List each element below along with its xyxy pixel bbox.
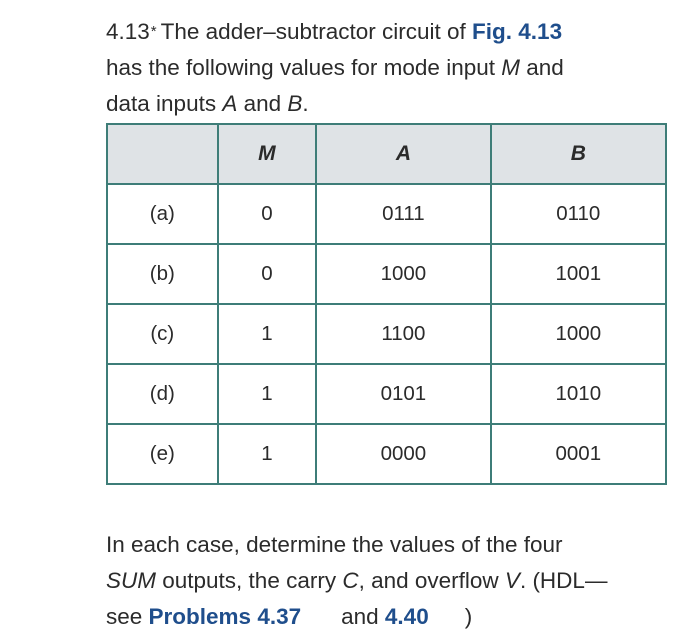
table-row <box>107 244 666 304</box>
row-label: (e) <box>107 424 218 484</box>
instruction-line-3 <box>106 599 686 635</box>
header-m: M <box>218 124 317 184</box>
problem-line2-text: has the following values for mode input <box>106 55 502 80</box>
overflow-variable: V <box>504 568 520 593</box>
cell-m: 1 <box>218 304 317 364</box>
problem-line-1 <box>106 14 686 50</box>
cell-a: 1000 <box>316 244 490 304</box>
cell-b: 0110 <box>491 184 666 244</box>
cell-m: 0 <box>218 244 317 304</box>
close-paren: ) <box>464 604 473 629</box>
table-row <box>107 364 666 424</box>
problem-line1-text: The adder–subtractor circuit of <box>160 19 473 44</box>
cell-b: 0001 <box>491 424 666 484</box>
problem-line2-end: and <box>519 55 564 80</box>
instruction-line2-end: . (HDL— <box>519 568 608 593</box>
row-label: (a) <box>107 184 218 244</box>
cell-a: 1100 <box>316 304 490 364</box>
instruction-line2-text-2: , and overflow <box>358 568 505 593</box>
table-row <box>107 424 666 484</box>
and-text: and <box>341 604 379 629</box>
figure-reference-link[interactable]: Fig. 4.13 <box>472 19 563 44</box>
cell-a: 0111 <box>316 184 490 244</box>
cell-a: 0101 <box>316 364 490 424</box>
problem-line-3 <box>106 86 686 122</box>
cell-b: 1001 <box>491 244 666 304</box>
sum-variable: SUM <box>106 568 156 593</box>
instruction-line3-text: see <box>106 604 149 629</box>
problem-number: 4.13 <box>106 19 150 44</box>
header-b: B <box>491 124 666 184</box>
row-label: (c) <box>107 304 218 364</box>
input-a-variable: A <box>222 91 238 116</box>
table-row <box>107 184 666 244</box>
problems-reference-link[interactable]: Problems 4.37 <box>148 604 302 629</box>
input-b-variable: B <box>287 91 303 116</box>
cell-m: 0 <box>218 184 317 244</box>
problem-440-reference-link[interactable]: 4.40 <box>384 604 429 629</box>
cell-b: 1000 <box>491 304 666 364</box>
header-case <box>107 124 218 184</box>
table-row <box>107 304 666 364</box>
instruction-line-1: In each case, determine the values of the four <box>106 532 563 557</box>
cell-m: 1 <box>218 424 317 484</box>
header-a: A <box>316 124 490 184</box>
cell-b: 1010 <box>491 364 666 424</box>
star-marker: * <box>150 23 157 40</box>
carry-variable: C <box>342 568 359 593</box>
instruction-line-2 <box>106 563 686 599</box>
instruction-line2-text: outputs, the carry <box>156 568 343 593</box>
problem-line3-text: data inputs <box>106 91 223 116</box>
problem-line3-period: . <box>302 91 309 116</box>
problem-statement <box>106 14 686 122</box>
values-table <box>106 123 667 485</box>
instructions <box>106 527 686 635</box>
cell-m: 1 <box>218 364 317 424</box>
problem-line3-and: and <box>237 91 288 116</box>
problem-line-2 <box>106 50 686 86</box>
cell-a: 0000 <box>316 424 490 484</box>
table-header-row <box>107 124 666 184</box>
row-label: (d) <box>107 364 218 424</box>
row-label: (b) <box>107 244 218 304</box>
mode-variable: M <box>501 55 520 80</box>
